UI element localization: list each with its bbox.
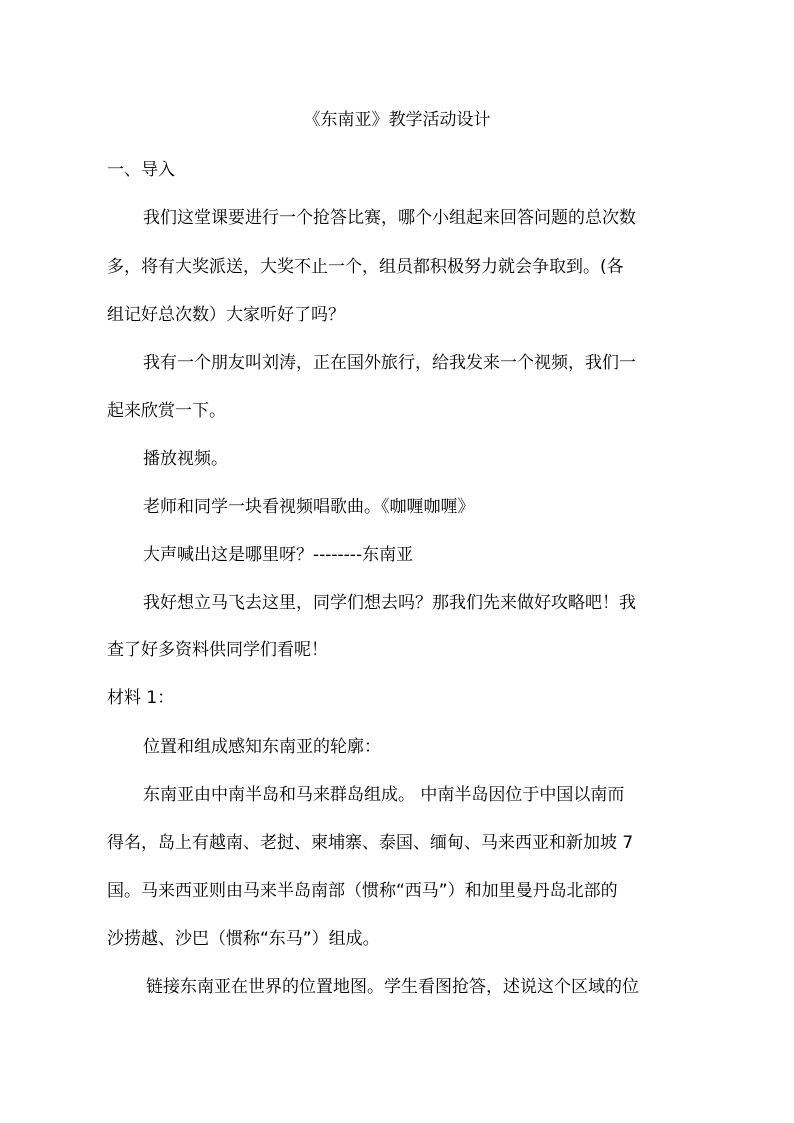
paragraph-3: 播放视频。 — [143, 449, 228, 469]
paragraph-5: 大声喊出这是哪里呀？--------东南亚 — [143, 545, 414, 565]
paragraph-8-line-4: 沙捞越、沙巴（惯称“东马”）组成。 — [107, 929, 380, 949]
paragraph-8-line-3: 国。马来西亚则由马来半岛南部（惯称“西马”）和加里曼丹岛北部的 — [107, 881, 618, 901]
paragraph-6-line-2: 查了好多资料供同学们看呢！ — [107, 640, 328, 660]
paragraph-9: 链接东南亚在世界的位置地图。学生看图抢答，述说这个区域的位 — [146, 977, 639, 997]
paragraph-2-line-1: 我有一个朋友叫刘涛，正在国外旅行，给我发来一个视频，我们一 — [143, 353, 636, 373]
paragraph-7: 位置和组成感知东南亚的轮廓： — [143, 737, 381, 757]
paragraph-1-line-2: 多，将有大奖派送，大奖不止一个，组员都积极努力就会争取到。(各 — [107, 257, 624, 277]
document-title: 《东南亚》教学活动设计 — [303, 110, 491, 130]
paragraph-6-line-1: 我好想立马飞去这里，同学们想去吗？那我们先来做好攻略吧！我 — [143, 593, 636, 613]
paragraph-2-line-2: 起来欣赏一下。 — [107, 401, 226, 421]
paragraph-8-line-2: 得名，岛上有越南、老挝、柬埔寨、泰国、缅甸、马来西亚和新加坡 7 — [107, 833, 634, 853]
paragraph-1-line-3: 组记好总次数）大家听好了吗？ — [107, 305, 345, 325]
paragraph-8-line-1: 东南亚由中南半岛和马来群岛组成。 中南半岛因位于中国以南而 — [143, 785, 625, 805]
paragraph-4: 老师和同学一块看视频唱歌曲。《咖喱咖喱》 — [143, 497, 475, 517]
section-heading-intro: 一、导入 — [107, 160, 175, 180]
paragraph-1-line-1: 我们这堂课要进行一个抢答比赛，哪个小组起来回答问题的总次数 — [143, 208, 636, 228]
material-heading: 材料 1： — [107, 688, 175, 708]
